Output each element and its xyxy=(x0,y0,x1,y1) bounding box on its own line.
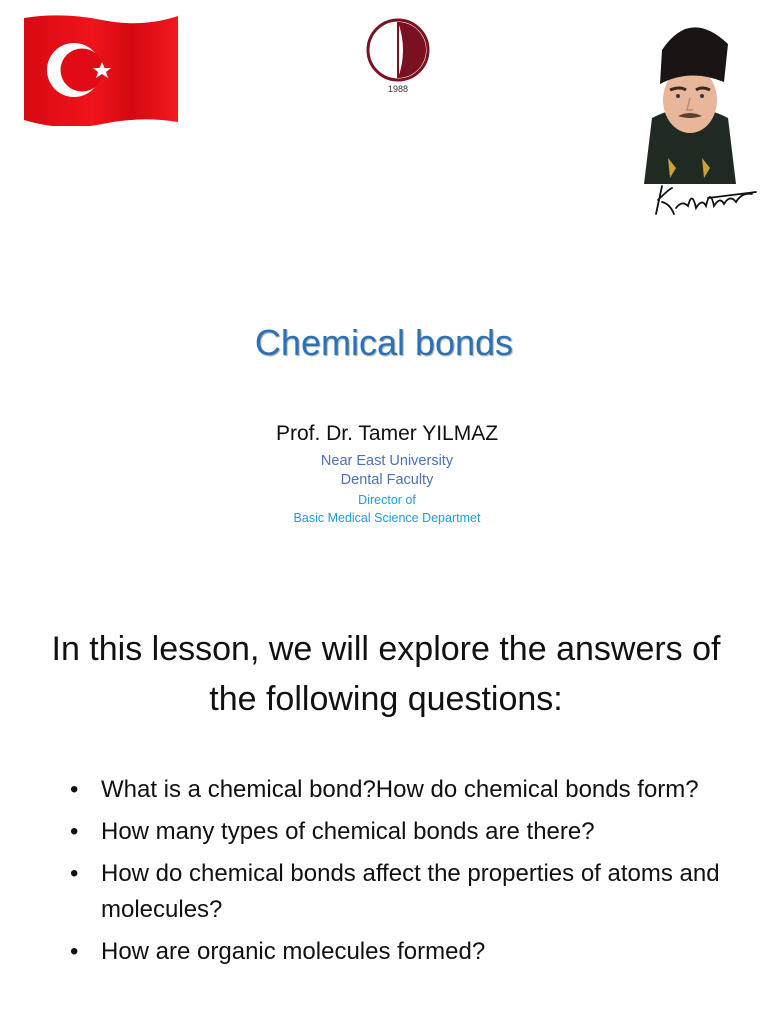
question-item xyxy=(70,814,730,850)
affiliation-department: Basic Medical Science Departmet xyxy=(293,511,481,525)
ataturk-portrait-image xyxy=(640,8,740,184)
turkish-flag-image xyxy=(22,12,180,126)
question-list xyxy=(70,772,730,976)
affiliation-university: Near East University xyxy=(320,453,454,469)
question-text: How do chemical bonds affect the properties of atoms and molecules? xyxy=(101,860,720,923)
question-item xyxy=(70,772,730,808)
affiliation-faculty: Dental Faculty xyxy=(340,472,434,488)
affiliation-role: Director of xyxy=(358,493,416,507)
question-item xyxy=(70,934,730,970)
bullet-icon: • xyxy=(70,776,79,803)
author-name: Prof. Dr. Tamer YILMAZ xyxy=(275,422,499,445)
logo-year: 1988 xyxy=(387,84,409,94)
question-text: How many types of chemical bonds are there? xyxy=(101,818,595,845)
question-text: What is a chemical bond?How do chemical bonds form? xyxy=(101,776,699,803)
university-logo xyxy=(364,18,432,98)
question-text: How are organic molecules formed? xyxy=(101,938,486,965)
ataturk-signature-image xyxy=(648,180,760,220)
bullet-icon: • xyxy=(70,938,79,965)
question-item xyxy=(70,856,730,928)
bullet-icon: • xyxy=(70,860,79,887)
bullet-icon: • xyxy=(70,818,79,845)
lesson-intro-text: In this lesson, we will explore the answers of the following questions: xyxy=(51,630,721,718)
slide-title: Chemical bonds xyxy=(254,322,514,363)
